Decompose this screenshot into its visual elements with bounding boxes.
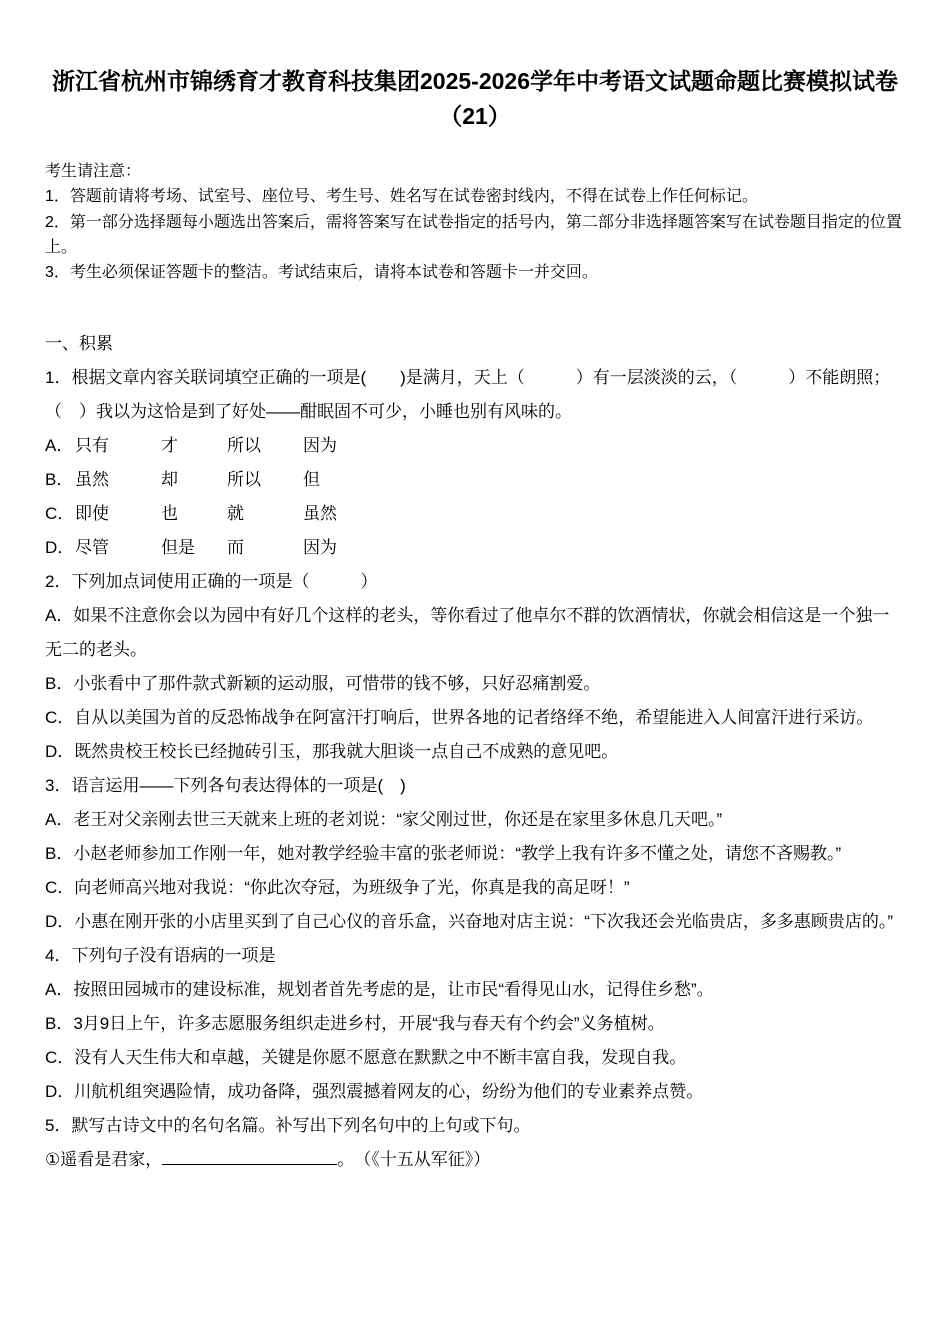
option-word: 因为 [303, 436, 337, 456]
q1-option-b [45, 463, 905, 497]
q4-option-b: B．3月9日上午，许多志愿服务组织走进乡村，开展“我与春天有个约会”义务植树。 [45, 1014, 665, 1034]
notice-item: 2．第一部分选择题每小题选出答案后，需将答案写在试卷指定的括号内，第二部分非选择题答案写在试卷题目指定的位置上。 [45, 213, 902, 256]
option-letter: B． [45, 470, 74, 490]
notice-item: 3．考生必须保证答题卡的整洁。考试结束后，请将本试卷和答题卡一并交回。 [45, 264, 598, 282]
q4-options [45, 973, 905, 1109]
option-word: 所以 [227, 436, 261, 456]
section-heading: 一、积累 [45, 334, 113, 354]
q1-option-d [45, 531, 905, 565]
option-letter: A． [45, 436, 74, 456]
q2-option-a: A．如果不注意你会以为园中有好几个这样的老头，等你看过了他卓尔不群的饮酒情状，你就会相信这是一个独一无二的老头。 [45, 606, 890, 660]
notice-item: 1．答题前请将考场、试室号、座位号、考生号、姓名写在试卷密封线内，不得在试卷上作任何标记。 [45, 188, 758, 206]
q1-option-c [45, 497, 905, 531]
q4-option-a: A．按照田园城市的建设标准，规划者首先考虑的是，让市民“看得见山水，记得住乡愁”。 [45, 980, 714, 1000]
q4-option-d: D．川航机组突遇险情，成功备降，强烈震撼着网友的心，纷纷为他们的专业素养点赞。 [45, 1082, 704, 1102]
option-word: 却 [161, 470, 178, 490]
q4-option-c: C．没有人天生伟大和卓越，关键是你愿不愿意在默默之中不断丰富自我，发现自我。 [45, 1048, 687, 1068]
q2-option-d: D．既然贵校王校长已经抛砖引玉，那我就大胆谈一点自己不成熟的意见吧。 [45, 742, 619, 762]
q5-fill-pre: ①遥看是君家， [45, 1150, 163, 1170]
q2-stem: 2．下列加点词使用正确的一项是（ ） [45, 572, 378, 592]
exam-body [45, 327, 905, 1177]
q2-options [45, 599, 905, 769]
q5-fill-post: 。 （《十五从军征》） [337, 1150, 491, 1170]
option-word: 才 [161, 436, 178, 456]
q3-option-c: C．向老师高兴地对我说：“你此次夺冠，为班级争了光，你真是我的高足呀！” [45, 878, 630, 898]
q2-option-b: B．小张看中了那件款式新颖的运动服，可惜带的钱不够，只好忍痛割爱。 [45, 674, 601, 694]
option-word: 就 [227, 504, 244, 524]
q1-option-a [45, 429, 905, 463]
exam-title [45, 64, 905, 133]
q4-stem: 4．下列句子没有语病的一项是 [45, 946, 276, 966]
notice-heading: 考生请注意： [45, 163, 142, 180]
q2-option-c: C．自从以美国为首的反恐怖战争在阿富汗打响后，世界各地的记者络绎不绝，希望能进入人间富汗进行采访。 [45, 708, 874, 728]
q3-option-b: B．小赵老师参加工作刚一年，她对教学经验丰富的张老师说：“教学上我有许多不懂之处，请您不吝赐教。” [45, 844, 842, 864]
q1-stem: 1．根据文章内容关联词填空正确的一项是( )是满月，天上（ ）有一层淡淡的云，（ ）不能朗照；（ ）我以为这恰是到了好处——酣眠固不可少，小睡也别有风味的。 [45, 368, 891, 422]
answer-blank [162, 1148, 337, 1165]
q3-options [45, 803, 905, 939]
option-word: 虽然 [75, 470, 109, 490]
option-word: 但是 [161, 538, 195, 558]
q5-stem: 5．默写古诗文中的名句名篇。补写出下列名句中的上句或下句。 [45, 1116, 531, 1136]
option-letter: C． [45, 504, 75, 524]
exam-title-line1: 浙江省杭州市锦绣育才教育科技集团2025-2026学年中考语文试题命题比赛模拟试卷 [52, 68, 898, 94]
candidate-notice [45, 159, 905, 285]
q3-option-d: D．小惠在刚开张的小店里买到了自己心仪的音乐盒，兴奋地对店主说：“下次我还会光临贵店，多多惠顾贵店的。” [45, 912, 894, 932]
option-word: 因为 [303, 538, 337, 558]
q3-stem: 3．语言运用——下列各句表达得体的一项是( ) [45, 776, 406, 796]
exam-title-line2: （21） [439, 102, 511, 129]
option-word: 而 [227, 538, 244, 558]
option-word: 尽管 [75, 538, 109, 558]
option-word: 但 [303, 470, 320, 490]
q3-option-a: A．老王对父亲刚去世三天就来上班的老刘说：“家父刚过世，你还是在家里多休息几天吧。” [45, 810, 723, 830]
option-word: 只有 [75, 436, 109, 456]
option-letter: D． [45, 538, 75, 558]
q5-fill-line [45, 1143, 905, 1177]
option-word: 也 [161, 504, 178, 524]
q1-options [45, 429, 905, 565]
option-word: 即使 [75, 504, 109, 524]
option-word: 所以 [227, 470, 261, 490]
option-word: 虽然 [303, 504, 337, 524]
